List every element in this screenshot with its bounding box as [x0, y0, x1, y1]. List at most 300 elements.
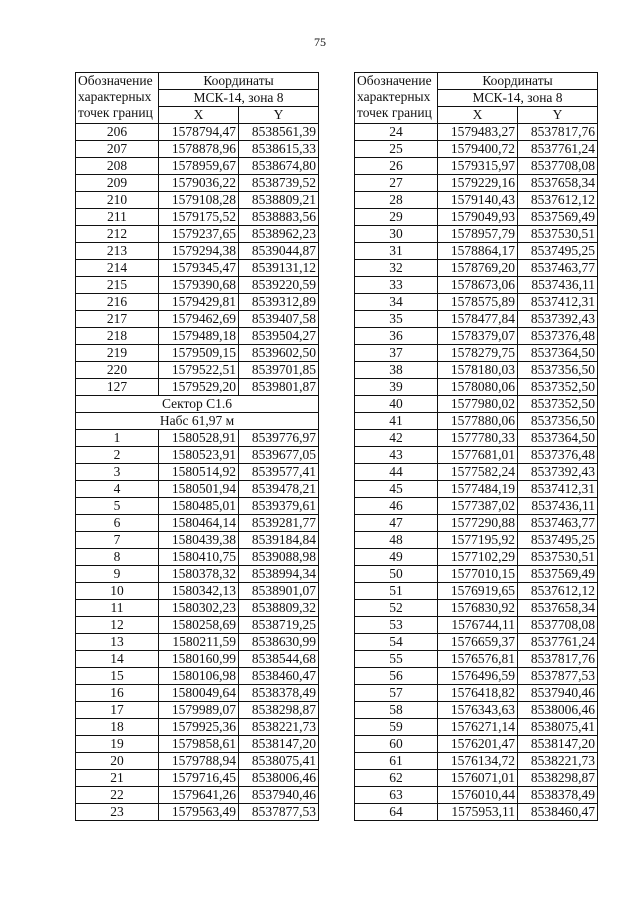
header-line: точек границ: [357, 105, 432, 120]
point-number: 64: [355, 804, 438, 821]
point-number: 220: [76, 362, 159, 379]
y-coordinate: 8539701,85: [239, 362, 319, 379]
table-row: [76, 583, 319, 600]
point-number: 28: [355, 192, 438, 209]
x-coordinate: 1579429,81: [159, 294, 239, 311]
y-column-header: Y: [518, 107, 598, 124]
x-coordinate: 1577880,06: [438, 413, 518, 430]
x-coordinate: 1576071,01: [438, 770, 518, 787]
x-coordinate: 1577582,24: [438, 464, 518, 481]
y-coordinate: 8537877,53: [239, 804, 319, 821]
point-number: 48: [355, 532, 438, 549]
header-line: Обозначение: [357, 73, 432, 88]
header-line: Обозначение: [78, 73, 153, 88]
y-coordinate: 8538298,87: [239, 702, 319, 719]
table-body-right: [355, 73, 598, 821]
y-coordinate: 8538075,41: [518, 719, 598, 736]
x-coordinate: 1578080,06: [438, 379, 518, 396]
x-coordinate: 1579400,72: [438, 141, 518, 158]
table-body-left: [76, 73, 319, 821]
x-coordinate: 1580410,75: [159, 549, 239, 566]
y-coordinate: 8539088,98: [239, 549, 319, 566]
x-coordinate: 1579237,65: [159, 226, 239, 243]
x-coordinate: 1576576,81: [438, 651, 518, 668]
point-number: 18: [76, 719, 159, 736]
point-number: 60: [355, 736, 438, 753]
table-row: [76, 345, 319, 362]
table-row: [355, 770, 598, 787]
x-coordinate: 1579294,38: [159, 243, 239, 260]
y-coordinate: 8538460,47: [518, 804, 598, 821]
x-coordinate: 1580160,99: [159, 651, 239, 668]
x-coordinate: 1575953,11: [438, 804, 518, 821]
x-coordinate: 1576201,47: [438, 736, 518, 753]
y-coordinate: 8537495,25: [518, 532, 598, 549]
x-coordinate: 1577290,88: [438, 515, 518, 532]
point-number: 54: [355, 634, 438, 651]
y-coordinate: 8538460,47: [239, 668, 319, 685]
point-number: 44: [355, 464, 438, 481]
x-coordinate: 1579641,26: [159, 787, 239, 804]
table-row: [76, 209, 319, 226]
table-row: [355, 583, 598, 600]
table-row: [76, 804, 319, 821]
y-coordinate: 8537412,31: [518, 294, 598, 311]
point-number: 58: [355, 702, 438, 719]
y-coordinate: 8539577,41: [239, 464, 319, 481]
y-coordinate: 8537463,77: [518, 515, 598, 532]
y-coordinate: 8538809,32: [239, 600, 319, 617]
y-coordinate: 8539184,84: [239, 532, 319, 549]
table-row: [355, 277, 598, 294]
y-coordinate: 8537530,51: [518, 549, 598, 566]
point-number: 211: [76, 209, 159, 226]
y-coordinate: 8537569,49: [518, 209, 598, 226]
table-row: [355, 430, 598, 447]
point-number: 53: [355, 617, 438, 634]
table-row: [76, 736, 319, 753]
table-row: [355, 736, 598, 753]
table-row: [355, 226, 598, 243]
sector-row: [76, 396, 319, 413]
x-coordinate: 1579716,45: [159, 770, 239, 787]
point-number: 15: [76, 668, 159, 685]
y-coordinate: 8539801,87: [239, 379, 319, 396]
table-row: [76, 311, 319, 328]
x-coordinate: 1576010,44: [438, 787, 518, 804]
y-coordinate: 8537940,46: [239, 787, 319, 804]
table-row: [76, 515, 319, 532]
x-coordinate: 1580302,23: [159, 600, 239, 617]
point-number: 41: [355, 413, 438, 430]
table-row: [76, 260, 319, 277]
x-coordinate: 1579522,51: [159, 362, 239, 379]
x-coordinate: 1580528,91: [159, 430, 239, 447]
table-row: [76, 175, 319, 192]
x-coordinate: 1579563,49: [159, 804, 239, 821]
y-coordinate: 8537376,48: [518, 447, 598, 464]
table-row: [355, 787, 598, 804]
y-coordinate: 8537761,24: [518, 634, 598, 651]
table-row: [76, 141, 319, 158]
x-coordinate: 1580211,59: [159, 634, 239, 651]
table-row: [355, 753, 598, 770]
x-coordinate: 1580342,13: [159, 583, 239, 600]
point-number: 23: [76, 804, 159, 821]
table-row: [355, 243, 598, 260]
x-coordinate: 1579049,93: [438, 209, 518, 226]
y-coordinate: 8537612,12: [518, 583, 598, 600]
point-number: 51: [355, 583, 438, 600]
y-column-header: Y: [239, 107, 319, 124]
table-row: [76, 328, 319, 345]
point-number: 13: [76, 634, 159, 651]
points-column-header: [76, 73, 159, 124]
header-line: характерных: [78, 89, 152, 104]
y-coordinate: 8537569,49: [518, 566, 598, 583]
table-row: [355, 515, 598, 532]
coordinates-header: Координаты: [438, 73, 598, 90]
table-row: [76, 532, 319, 549]
point-number: 5: [76, 498, 159, 515]
table-row: [76, 787, 319, 804]
x-coordinate: 1580106,98: [159, 668, 239, 685]
table-row: [355, 158, 598, 175]
page-number: 75: [314, 35, 326, 49]
y-coordinate: 8539677,05: [239, 447, 319, 464]
point-number: 57: [355, 685, 438, 702]
point-number: 11: [76, 600, 159, 617]
table-row: [355, 702, 598, 719]
point-number: 21: [76, 770, 159, 787]
x-coordinate: 1579462,69: [159, 311, 239, 328]
table-row: [355, 175, 598, 192]
coordinates-header: Координаты: [159, 73, 319, 90]
point-number: 16: [76, 685, 159, 702]
table-row: [355, 464, 598, 481]
point-number: 32: [355, 260, 438, 277]
point-number: 8: [76, 549, 159, 566]
x-coordinate: 1579345,47: [159, 260, 239, 277]
y-coordinate: 8538147,20: [239, 736, 319, 753]
x-coordinate: 1576744,11: [438, 617, 518, 634]
y-coordinate: 8539312,89: [239, 294, 319, 311]
point-number: 212: [76, 226, 159, 243]
y-coordinate: 8537463,77: [518, 260, 598, 277]
header-row: [355, 73, 598, 90]
table-row: [76, 430, 319, 447]
y-coordinate: 8539478,21: [239, 481, 319, 498]
x-coordinate: 1578878,96: [159, 141, 239, 158]
x-coordinate: 1577387,02: [438, 498, 518, 515]
y-coordinate: 8539131,12: [239, 260, 319, 277]
x-coordinate: 1576659,37: [438, 634, 518, 651]
x-coordinate: 1578180,03: [438, 362, 518, 379]
point-number: 213: [76, 243, 159, 260]
header-row: [76, 73, 319, 90]
table-row: [76, 362, 319, 379]
point-number: 218: [76, 328, 159, 345]
header-line: характерных: [357, 89, 431, 104]
point-number: 210: [76, 192, 159, 209]
point-number: 50: [355, 566, 438, 583]
y-coordinate: 8538809,21: [239, 192, 319, 209]
x-coordinate: 1578575,89: [438, 294, 518, 311]
table-row: [76, 549, 319, 566]
x-coordinate: 1579489,18: [159, 328, 239, 345]
point-number: 214: [76, 260, 159, 277]
table-row: [355, 481, 598, 498]
point-number: 10: [76, 583, 159, 600]
x-coordinate: 1580378,32: [159, 566, 239, 583]
point-number: 31: [355, 243, 438, 260]
x-coordinate: 1576134,72: [438, 753, 518, 770]
y-coordinate: 8537392,43: [518, 311, 598, 328]
y-coordinate: 8539281,77: [239, 515, 319, 532]
point-number: 36: [355, 328, 438, 345]
point-number: 37: [355, 345, 438, 362]
x-coordinate: 1580049,64: [159, 685, 239, 702]
table-row: [76, 668, 319, 685]
point-number: 39: [355, 379, 438, 396]
y-coordinate: 8537658,34: [518, 600, 598, 617]
y-coordinate: 8537940,46: [518, 685, 598, 702]
y-coordinate: 8539504,27: [239, 328, 319, 345]
y-coordinate: 8538544,68: [239, 651, 319, 668]
sector-label: Сектор С1.6: [76, 396, 319, 413]
point-number: 216: [76, 294, 159, 311]
point-number: 30: [355, 226, 438, 243]
table-row: [355, 685, 598, 702]
y-coordinate: 8538883,56: [239, 209, 319, 226]
table-row: [355, 209, 598, 226]
points-column-header: [355, 73, 438, 124]
table-row: [76, 719, 319, 736]
point-number: 29: [355, 209, 438, 226]
point-number: 215: [76, 277, 159, 294]
point-number: 9: [76, 566, 159, 583]
x-coordinate: 1576830,92: [438, 600, 518, 617]
y-coordinate: 8537364,50: [518, 345, 598, 362]
point-number: 12: [76, 617, 159, 634]
point-number: 20: [76, 753, 159, 770]
y-coordinate: 8539044,87: [239, 243, 319, 260]
x-coordinate: 1578794,47: [159, 124, 239, 141]
point-number: 46: [355, 498, 438, 515]
x-coordinate: 1576496,59: [438, 668, 518, 685]
table-row: [76, 447, 319, 464]
point-number: 6: [76, 515, 159, 532]
y-coordinate: 8537658,34: [518, 175, 598, 192]
point-number: 61: [355, 753, 438, 770]
table-row: [355, 294, 598, 311]
y-coordinate: 8537817,76: [518, 124, 598, 141]
coordinates-table-right: [354, 72, 598, 821]
point-number: 22: [76, 787, 159, 804]
header-line: точек границ: [78, 105, 153, 120]
table-row: [355, 498, 598, 515]
point-number: 35: [355, 311, 438, 328]
point-number: 14: [76, 651, 159, 668]
table-row: [355, 396, 598, 413]
table-row: [355, 413, 598, 430]
point-number: 209: [76, 175, 159, 192]
y-coordinate: 8538221,73: [518, 753, 598, 770]
y-coordinate: 8537612,12: [518, 192, 598, 209]
point-number: 49: [355, 549, 438, 566]
point-number: 62: [355, 770, 438, 787]
point-number: 1: [76, 430, 159, 447]
y-coordinate: 8538298,87: [518, 770, 598, 787]
y-coordinate: 8539379,61: [239, 498, 319, 515]
y-coordinate: 8538221,73: [239, 719, 319, 736]
x-coordinate: 1579483,27: [438, 124, 518, 141]
point-number: 43: [355, 447, 438, 464]
point-number: 24: [355, 124, 438, 141]
x-coordinate: 1578279,75: [438, 345, 518, 362]
table-row: [355, 362, 598, 379]
x-coordinate: 1578379,07: [438, 328, 518, 345]
table-row: [355, 328, 598, 345]
table-row: [355, 549, 598, 566]
x-coordinate: 1579140,43: [438, 192, 518, 209]
table-row: [76, 702, 319, 719]
table-row: [76, 294, 319, 311]
y-coordinate: 8538739,52: [239, 175, 319, 192]
table-row: [76, 651, 319, 668]
x-coordinate: 1580464,14: [159, 515, 239, 532]
x-coordinate: 1579788,94: [159, 753, 239, 770]
point-number: 40: [355, 396, 438, 413]
point-number: 56: [355, 668, 438, 685]
y-coordinate: 8539776,97: [239, 430, 319, 447]
y-coordinate: 8537817,76: [518, 651, 598, 668]
y-coordinate: 8537412,31: [518, 481, 598, 498]
x-coordinate: 1576343,63: [438, 702, 518, 719]
x-coordinate: 1578673,06: [438, 277, 518, 294]
sector-label: Набс 61,97 м: [76, 413, 319, 430]
y-coordinate: 8538719,25: [239, 617, 319, 634]
y-coordinate: 8537877,53: [518, 668, 598, 685]
point-number: 63: [355, 787, 438, 804]
point-number: 4: [76, 481, 159, 498]
x-coordinate: 1579925,36: [159, 719, 239, 736]
table-row: [76, 277, 319, 294]
table-row: [355, 617, 598, 634]
x-coordinate: 1579858,61: [159, 736, 239, 753]
x-column-header: X: [438, 107, 518, 124]
x-coordinate: 1580258,69: [159, 617, 239, 634]
point-number: 219: [76, 345, 159, 362]
coordinate-system-header: МСК-14, зона 8: [159, 90, 319, 107]
point-number: 17: [76, 702, 159, 719]
y-coordinate: 8538615,33: [239, 141, 319, 158]
x-coordinate: 1579529,20: [159, 379, 239, 396]
table-row: [355, 634, 598, 651]
y-coordinate: 8538006,46: [518, 702, 598, 719]
point-number: 19: [76, 736, 159, 753]
table-row: [76, 634, 319, 651]
y-coordinate: 8538378,49: [518, 787, 598, 804]
table-row: [76, 158, 319, 175]
y-coordinate: 8537495,25: [518, 243, 598, 260]
y-coordinate: 8538994,34: [239, 566, 319, 583]
y-coordinate: 8538147,20: [518, 736, 598, 753]
table-row: [76, 770, 319, 787]
point-number: 52: [355, 600, 438, 617]
y-coordinate: 8537392,43: [518, 464, 598, 481]
table-row: [355, 141, 598, 158]
y-coordinate: 8538075,41: [239, 753, 319, 770]
y-coordinate: 8537436,11: [518, 277, 598, 294]
y-coordinate: 8537356,50: [518, 362, 598, 379]
coordinate-system-header: МСК-14, зона 8: [438, 90, 598, 107]
table-row: [76, 600, 319, 617]
x-coordinate: 1579509,15: [159, 345, 239, 362]
point-number: 127: [76, 379, 159, 396]
table-row: [355, 447, 598, 464]
x-coordinate: 1579175,52: [159, 209, 239, 226]
y-coordinate: 8538962,23: [239, 226, 319, 243]
y-coordinate: 8538006,46: [239, 770, 319, 787]
point-number: 26: [355, 158, 438, 175]
table-row: [355, 668, 598, 685]
x-coordinate: 1580439,38: [159, 532, 239, 549]
x-coordinate: 1579036,22: [159, 175, 239, 192]
table-row: [76, 498, 319, 515]
x-coordinate: 1577102,29: [438, 549, 518, 566]
y-coordinate: 8537356,50: [518, 413, 598, 430]
y-coordinate: 8538378,49: [239, 685, 319, 702]
point-number: 217: [76, 311, 159, 328]
table-row: [355, 311, 598, 328]
x-coordinate: 1577195,92: [438, 532, 518, 549]
y-coordinate: 8537376,48: [518, 328, 598, 345]
x-coordinate: 1577010,15: [438, 566, 518, 583]
point-number: 47: [355, 515, 438, 532]
point-number: 27: [355, 175, 438, 192]
x-coordinate: 1577780,33: [438, 430, 518, 447]
x-coordinate: 1577484,19: [438, 481, 518, 498]
y-coordinate: 8537352,50: [518, 396, 598, 413]
table-row: [76, 464, 319, 481]
table-row: [355, 719, 598, 736]
y-coordinate: 8537436,11: [518, 498, 598, 515]
y-coordinate: 8537708,08: [518, 617, 598, 634]
table-row: [76, 243, 319, 260]
point-number: 59: [355, 719, 438, 736]
y-coordinate: 8537530,51: [518, 226, 598, 243]
x-coordinate: 1577681,01: [438, 447, 518, 464]
table-row: [76, 685, 319, 702]
point-number: 207: [76, 141, 159, 158]
point-number: 25: [355, 141, 438, 158]
point-number: 7: [76, 532, 159, 549]
table-row: [355, 124, 598, 141]
table-row: [355, 566, 598, 583]
y-coordinate: 8537364,50: [518, 430, 598, 447]
x-coordinate: 1576418,82: [438, 685, 518, 702]
point-number: 42: [355, 430, 438, 447]
x-coordinate: 1578477,84: [438, 311, 518, 328]
point-number: 208: [76, 158, 159, 175]
x-coordinate: 1580514,92: [159, 464, 239, 481]
x-column-header: X: [159, 107, 239, 124]
point-number: 38: [355, 362, 438, 379]
table-row: [76, 124, 319, 141]
point-number: 206: [76, 124, 159, 141]
table-row: [355, 260, 598, 277]
